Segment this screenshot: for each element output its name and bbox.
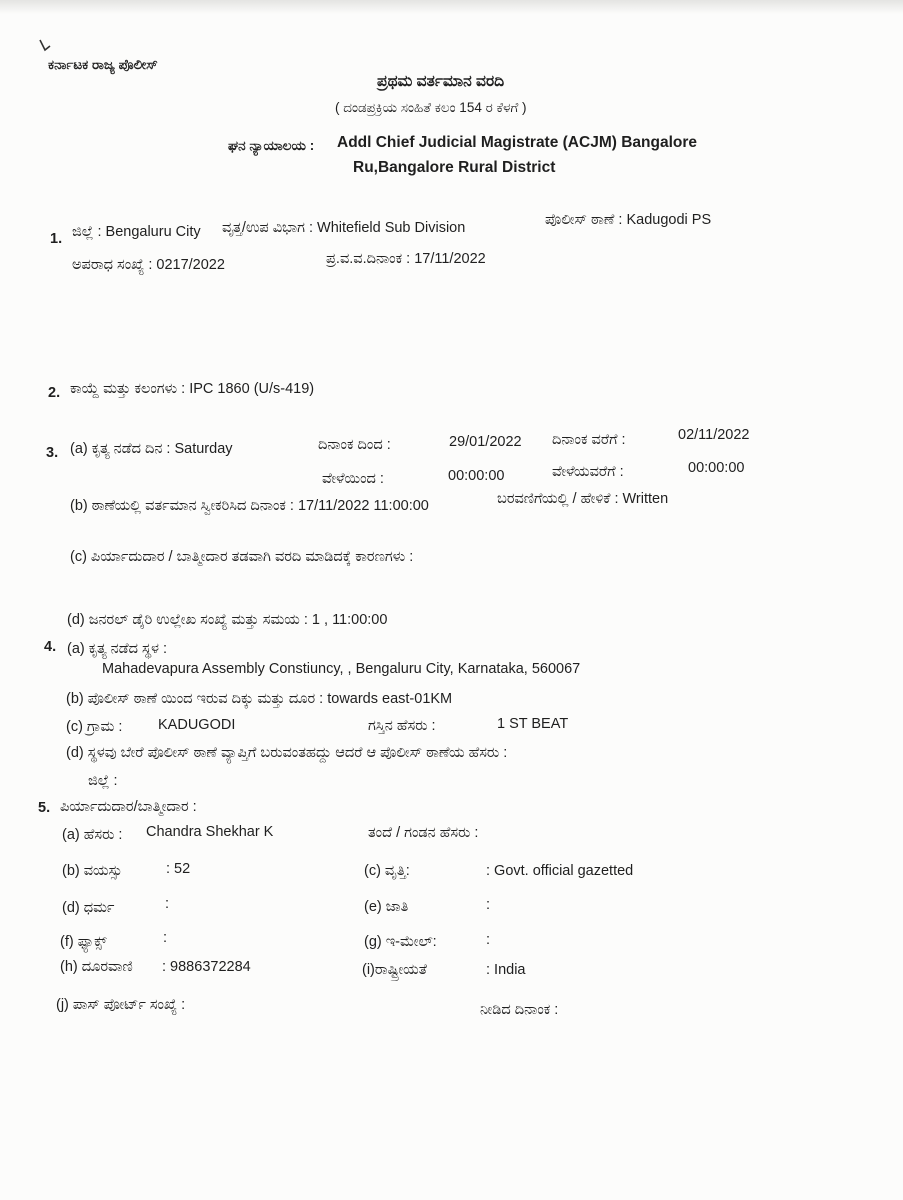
occupation-value: : Govt. official gazetted — [486, 863, 634, 879]
place-address: Mahadevapura Assembly Constiuncy, , Bengaluru City, Karnataka, 560067 — [102, 661, 581, 677]
village-label: (c) ಗ್ರಾಮ : — [66, 719, 123, 735]
time-to-value: 00:00:00 — [688, 460, 745, 476]
crime-number-field: ಅಪರಾಧ ಸಂಖ್ಯೆ : 0217/2022 — [72, 257, 225, 273]
direction-distance-field: (b) ಪೊಲೀಸ್ ಠಾಣೆ ಯಿಂದ ಇರುವ ದಿಕ್ಕು ಮತ್ತು ದೂರ : towards east-01KM — [66, 691, 453, 707]
phone-value: : 9886372284 — [162, 959, 251, 975]
time-from-value: 00:00:00 — [448, 468, 505, 484]
section-4-number: 4. — [44, 639, 57, 655]
place-label: (a) ಕೃತ್ಯ ನಡೆದ ಸ್ಥಳ : — [67, 641, 168, 657]
time-to-label: ವೇಳೆಯವರೆಗೆ : — [552, 464, 624, 480]
date-from-value: 29/01/2022 — [449, 434, 522, 450]
police-station-field: ಪೊಲೀಸ್ ಠಾಣೆ : Kadugodi PS — [545, 212, 712, 228]
caste-label: (e) ಜಾತಿ — [364, 899, 409, 915]
occupation-label: (c) ವೃತ್ತಿ: — [364, 863, 410, 879]
village-value: KADUGODI — [158, 717, 236, 733]
beat-value: 1 ST BEAT — [497, 716, 569, 732]
religion-value: : — [165, 896, 170, 912]
time-from-label: ವೇಳೆಯಿಂದ : — [322, 471, 384, 487]
passport-issue-date-label: ನೀಡಿದ ದಿನಾಂಕ : — [480, 1002, 559, 1018]
other-district-label: ಜಿಲ್ಲೆ : — [88, 773, 118, 789]
religion-label: (d) ಧರ್ಮ — [62, 900, 115, 916]
other-station-field: (d) ಸ್ಥಳವು ಬೇರೆ ಪೊಲೀಸ್ ಠಾಣೆ ವ್ಯಾಪ್ತಿಗೆ ಬರುವಂತಹದ್ದು ಆದರೆ ಆ ಪೊಲೀಸ್ ಠಾಣೆಯ ಹೆಸರು : — [66, 745, 508, 761]
fir-date-field: ಪ್ರ.ವ.ವ.ದಿನಾಂಕ : 17/11/2022 — [326, 251, 486, 267]
nationality-label: (i)ರಾಷ್ಟ್ರೀಯತೆ — [362, 962, 427, 978]
father-husband-label: ತಂದೆ / ಗಂಡನ ಹೆಸರು : — [368, 825, 479, 841]
name-value: Chandra Shekhar K — [146, 824, 274, 840]
caste-value: : — [486, 897, 491, 913]
date-to-label: ದಿನಾಂಕ ವರೆಗೆ : — [552, 432, 626, 448]
phone-label: (h) ದೂರವಾಣಿ — [60, 959, 133, 975]
complainant-heading: ಪಿರ್ಯಾದುದಾರ/ಬಾತ್ಮೀದಾರ : — [60, 799, 197, 815]
acts-field: ಕಾಯ್ದೆ ಮತ್ತು ಕಲಂಗಳು : IPC 1860 (U/s-419) — [70, 381, 315, 397]
occurrence-day-field: (a) ಕೃತ್ಯ ನಡೆದ ದಿನ : Saturday — [70, 441, 233, 457]
page-shadow — [0, 0, 903, 14]
age-value: : 52 — [166, 861, 191, 877]
division-field: ವೃತ್ತ/ಉಪ ವಿಭಾಗ : Whitefield Sub Division — [222, 220, 466, 236]
beat-label: ಗಸ್ತಿನ ಹೆಸರು : — [368, 718, 436, 734]
info-mode-field: ಬರವಣಿಗೆಯಲ್ಲಿ / ಹೇಳಿಕೆ : Written — [497, 491, 669, 507]
section-3-number: 3. — [46, 445, 59, 461]
delay-reason-field: (c) ಪಿರ್ಯಾದುದಾರ / ಬಾತ್ಮೀದಾರ ತಡವಾಗಿ ವರದಿ ಮಾಡಿದಕ್ಕೆ ಕಾರಣಗಳು : — [70, 549, 414, 565]
org-name: ಕರ್ನಾಟಕ ರಾಜ್ಯ ಪೊಲೀಸ್ — [48, 57, 158, 72]
section-5-number: 5. — [38, 800, 51, 816]
email-value: : — [486, 932, 491, 948]
age-label: (b) ವಯಸ್ಸು — [62, 863, 123, 879]
date-to-value: 02/11/2022 — [678, 427, 750, 443]
court-label: ಘನ ನ್ಯಾಯಾಲಯ : — [228, 138, 315, 153]
general-diary-field: (d) ಜನರಲ್ ಡೈರಿ ಉಲ್ಲೇಖ ಸಂಖ್ಯೆ ಮತ್ತು ಸಮಯ : 1 , 11:00:00 — [67, 612, 388, 628]
fax-value: : — [163, 930, 168, 946]
section-1-number: 1. — [50, 231, 63, 247]
document-title: ಪ್ರಥಮ ವರ್ತಮಾನ ವರದಿ — [377, 73, 505, 90]
nationality-value: : India — [486, 962, 526, 978]
passport-number-field: (j) ಪಾಸ್ ಪೋರ್ಟ್ ಸಂಖ್ಯೆ : — [56, 997, 186, 1013]
document-subtitle: ( ದಂಡಪ್ರಕ್ರಿಯ ಸಂಹಿತೆ ಕಲಂ 154 ರ ಕೆಳಗೆ ) — [335, 100, 527, 115]
info-received-field: (b) ಠಾಣೆಯಲ್ಲಿ ವರ್ತಮಾನ ಸ್ವೀಕರಿಸಿದ ದಿನಾಂಕ : 17/11/2022 11:00:00 — [70, 498, 429, 514]
court-value: Addl Chief Judicial Magistrate (ACJM) Bangalore — [337, 134, 697, 151]
fax-label: (f) ಫ್ಯಾಕ್ಸ್ — [60, 934, 107, 950]
district-field: ಜಿಲ್ಲೆ : Bengaluru City — [72, 224, 201, 240]
court-line2: Ru,Bangalore Rural District — [353, 159, 556, 176]
email-label: (g) ಇ-ಮೇಲ್: — [364, 934, 437, 950]
date-from-label: ದಿನಾಂಕ ದಿಂದ : — [318, 437, 391, 453]
section-2-number: 2. — [48, 385, 61, 401]
name-label: (a) ಹೆಸರು : — [62, 827, 123, 843]
